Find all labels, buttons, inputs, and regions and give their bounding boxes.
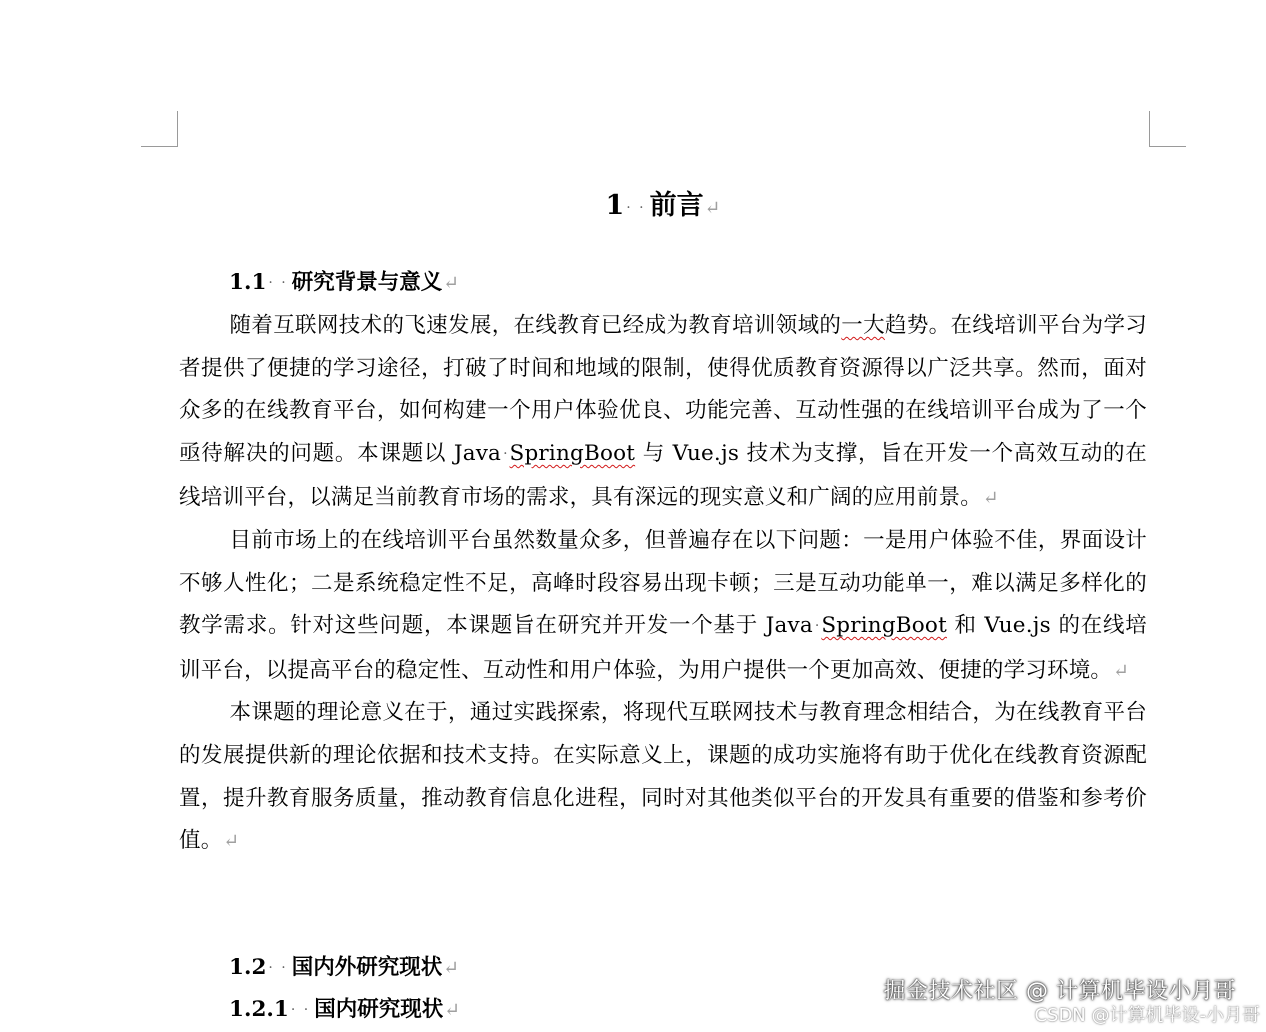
section-heading-1-2-1[interactable] bbox=[229, 995, 460, 1027]
paragraph-mark-icon: ↵ bbox=[223, 830, 240, 853]
paragraph-3[interactable] bbox=[179, 692, 1147, 862]
paragraph-2[interactable] bbox=[179, 520, 1147, 692]
section-title: 国内研究现状 bbox=[314, 997, 444, 1022]
heading-space-marks: · · bbox=[268, 275, 288, 291]
paragraph-text: Java bbox=[765, 613, 813, 639]
chapter-heading[interactable] bbox=[0, 186, 1266, 230]
body-text[interactable] bbox=[179, 305, 1147, 863]
crop-mark-left-vertical bbox=[177, 111, 178, 147]
paragraph-mark-icon: ↵ bbox=[982, 487, 1000, 510]
section-number: 1.2 bbox=[229, 955, 267, 980]
section-heading-1-2[interactable] bbox=[229, 953, 459, 985]
watermark-juejin: 掘金技术社区 @ 计算机毕设小月哥 bbox=[883, 979, 1236, 1004]
paragraph-1[interactable] bbox=[179, 305, 1147, 520]
paragraph-text: 与 Vue.js 技术为支撑，旨在开发一个高效互动的在线培训平台，以满足当前教育市场的需求，具有深远的现实意义和广阔的应用前景。 bbox=[179, 440, 1147, 511]
section-number: 1.1 bbox=[229, 270, 267, 295]
paragraph-mark-icon: ↵ bbox=[443, 957, 460, 979]
paragraph-text: 随着互联网技术的飞速发展，在线教育已经成为教育培训领域的 bbox=[229, 313, 842, 338]
heading-space-marks: · · bbox=[290, 1002, 311, 1018]
paragraph-mark-icon: ↵ bbox=[1113, 659, 1130, 682]
paragraph-mark-icon: ↵ bbox=[444, 999, 461, 1021]
section-number: 1.2.1 bbox=[229, 997, 289, 1022]
watermark-csdn: CSDN @计算机毕设-小月哥 bbox=[1034, 1005, 1260, 1026]
section-title: 国内外研究现状 bbox=[291, 955, 443, 980]
chapter-title: 前言 bbox=[649, 190, 704, 221]
crop-mark-left-horizontal bbox=[141, 146, 178, 147]
spellcheck-underlined-text: 一大 bbox=[841, 313, 885, 338]
paragraph-text: Java bbox=[453, 440, 502, 466]
space-mark: · bbox=[814, 618, 820, 635]
paragraph-text: 本课题的理论意义在于，通过实践探索，将现代互联网技术与教育理念相结合，为在线教育平台的发展提供新的理论依据和技术支持。在实际意义上，课题的成功实施将有助于优化在线教育资源配置，提升教育服务质量，推动教育信息化进程，同时对其他类似平台的开发具有重要的借鉴和参考价值。 bbox=[179, 700, 1147, 854]
heading-space-marks: · · bbox=[626, 200, 646, 216]
section-title: 研究背景与意义 bbox=[291, 270, 443, 295]
paragraph-mark-icon: ↵ bbox=[443, 272, 460, 294]
chapter-number: 1 bbox=[605, 190, 625, 221]
spellcheck-underlined-text: SpringBoot bbox=[821, 613, 947, 639]
paragraph-mark-icon: ↵ bbox=[704, 197, 721, 219]
section-heading-1-1[interactable] bbox=[229, 268, 459, 300]
crop-mark-right-vertical bbox=[1149, 111, 1150, 147]
crop-mark-right-horizontal bbox=[1149, 146, 1186, 147]
spellcheck-underlined-text: SpringBoot bbox=[509, 440, 636, 466]
heading-space-marks: · · bbox=[268, 960, 288, 976]
paragraph-text: 和 Vue.js 的在线培训平台，以提高平台的稳定性、互动性和用户体验，为用户提供一个更加高效、便捷的学习环境。 bbox=[179, 613, 1147, 683]
paragraph-text: 趋势。在线培训平台为学习者提供了便捷的学习途径，打破了时间和地域的限制，使得优质教育资源得以广泛共享。然而，面对众多的在线教育平台，如何构建一个用户体验优良、功能完善、互动性强的在线培训平台成为了一个亟待解决的问题。本课题以 bbox=[179, 313, 1147, 466]
space-mark: · bbox=[503, 445, 508, 462]
paragraph-text: 目前市场上的在线培训平台虽然数量众多，但普遍存在以下问题：一是用户体验不佳，界面设计不够人性化；二是系统稳定性不足，高峰时段容易出现卡顿；三是互动功能单一，难以满足多样化的教学需求。针对这些问题，本课题旨在研究并开发一个基于 bbox=[179, 527, 1147, 639]
